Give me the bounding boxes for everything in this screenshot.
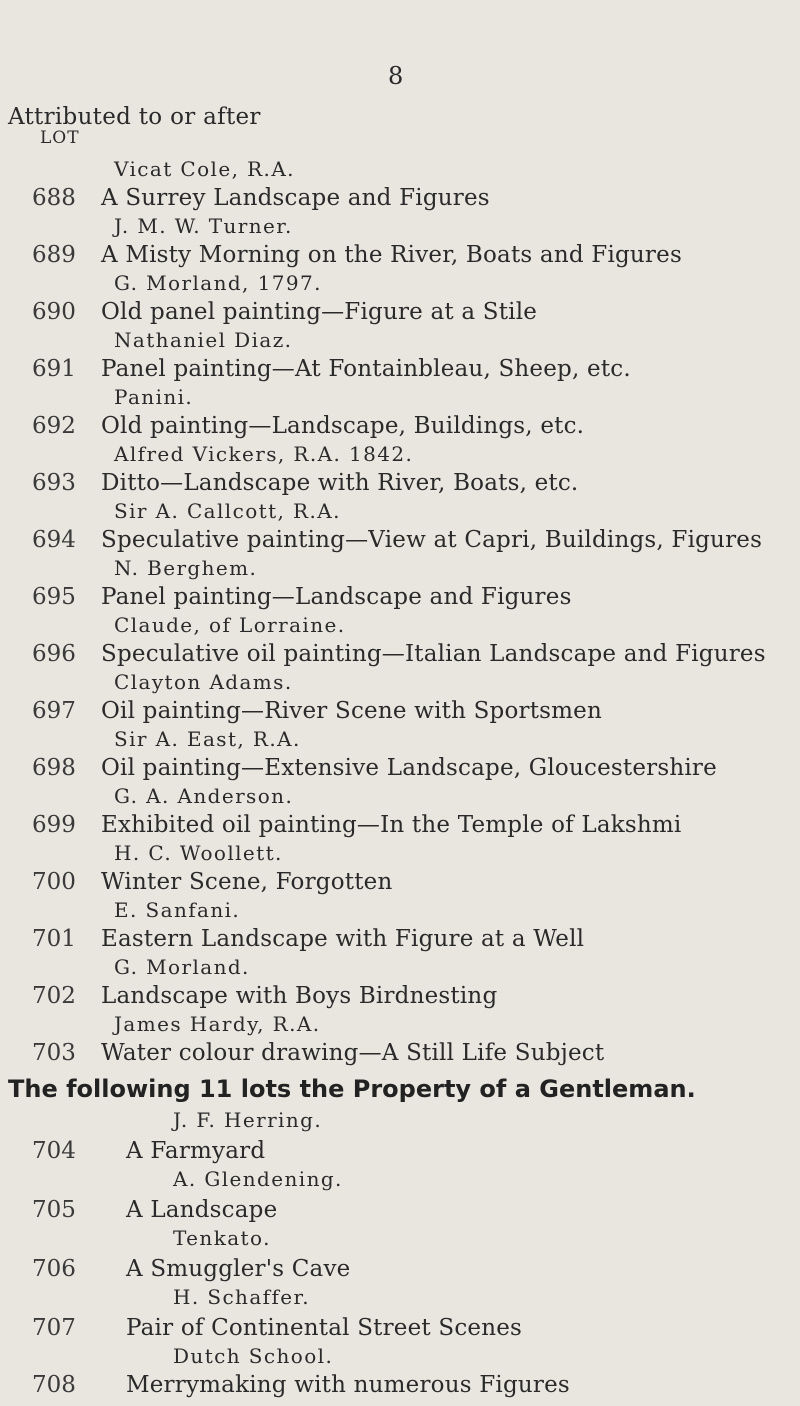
artist-credit: Claude, of Lorraine. xyxy=(114,613,346,637)
artist-credit: G. Morland, 1797. xyxy=(114,271,322,295)
artist-credit: A. Glendening. xyxy=(173,1167,343,1191)
artist-credit: H. Schaffer. xyxy=(173,1285,311,1309)
section-heading: Attributed to or after xyxy=(8,104,261,130)
lot-number: 705 xyxy=(32,1197,76,1223)
lot-number: 701 xyxy=(32,926,76,952)
lot-number: 689 xyxy=(32,242,76,268)
lot-number: 708 xyxy=(32,1372,76,1398)
lot-number: 698 xyxy=(32,755,76,781)
lot-description: Pair of Continental Street Scenes xyxy=(126,1315,523,1341)
lot-description: A Landscape xyxy=(126,1197,278,1223)
artist-credit: J. F. Herring. xyxy=(173,1108,323,1132)
artist-credit: Panini. xyxy=(114,385,194,409)
lot-number: 692 xyxy=(32,413,76,439)
artist-credit: E. Sanfani. xyxy=(114,898,241,922)
lot-description: Speculative painting—View at Capri, Buildings, Figures xyxy=(101,527,763,553)
lot-number: 694 xyxy=(32,527,76,553)
lot-number: 706 xyxy=(32,1256,76,1282)
artist-credit: Clayton Adams. xyxy=(114,670,293,694)
lot-number: 693 xyxy=(32,470,76,496)
artist-credit: Tenkato. xyxy=(173,1226,271,1250)
lot-description: Eastern Landscape with Figure at a Well xyxy=(101,926,585,952)
lot-description: Panel painting—Landscape and Figures xyxy=(101,584,572,610)
artist-credit: G. A. Anderson. xyxy=(114,784,294,808)
lot-number: 702 xyxy=(32,983,76,1009)
lot-number: 691 xyxy=(32,356,76,382)
lot-description: Merrymaking with numerous Figures xyxy=(126,1372,570,1398)
artist-credit: N. Berghem. xyxy=(114,556,258,580)
lot-description: A Misty Morning on the River, Boats and Figures xyxy=(101,242,682,268)
lot-description: Panel painting—At Fontainbleau, Sheep, etc. xyxy=(101,356,631,382)
lot-description: Speculative oil painting—Italian Landscape and Figures xyxy=(101,641,766,667)
lot-number: 690 xyxy=(32,299,76,325)
artist-credit: Dutch School. xyxy=(173,1344,334,1368)
lot-number: 700 xyxy=(32,869,76,895)
lot-description: Old painting—Landscape, Buildings, etc. xyxy=(101,413,585,439)
lot-description: Water colour drawing—A Still Life Subject xyxy=(101,1040,605,1066)
lot-number: 707 xyxy=(32,1315,76,1341)
lot-description: A Surrey Landscape and Figures xyxy=(101,185,490,211)
artist-credit: J. M. W. Turner. xyxy=(114,214,293,238)
artist-credit: Vicat Cole, R.A. xyxy=(114,157,295,181)
artist-credit: Alfred Vickers, R.A. 1842. xyxy=(114,442,414,466)
lot-description: Exhibited oil painting—In the Temple of Lakshmi xyxy=(101,812,682,838)
artist-credit: James Hardy, R.A. xyxy=(114,1012,321,1036)
lot-column-label: LOT xyxy=(40,128,80,148)
lot-number: 696 xyxy=(32,641,76,667)
artist-credit: H. C. Woollett. xyxy=(114,841,283,865)
artist-credit: G. Morland. xyxy=(114,955,250,979)
lot-number: 695 xyxy=(32,584,76,610)
lot-description: Old panel painting—Figure at a Stile xyxy=(101,299,538,325)
artist-credit: Sir A. Callcott, R.A. xyxy=(114,499,341,523)
lot-description: Oil painting—Extensive Landscape, Gloucestershire xyxy=(101,755,717,781)
page-number: 8 xyxy=(388,62,404,90)
section-heading-gentleman: The following 11 lots the Property of a Gentleman. xyxy=(8,1075,696,1103)
lot-description: Oil painting—River Scene with Sportsmen xyxy=(101,698,602,724)
artist-credit: Sir A. East, R.A. xyxy=(114,727,301,751)
lot-number: 697 xyxy=(32,698,76,724)
lot-number: 703 xyxy=(32,1040,76,1066)
lot-number: 704 xyxy=(32,1138,76,1164)
lot-description: Winter Scene, Forgotten xyxy=(101,869,393,895)
lot-description: Ditto—Landscape with River, Boats, etc. xyxy=(101,470,579,496)
artist-credit: Nathaniel Diaz. xyxy=(114,328,293,352)
lot-description: A Smuggler's Cave xyxy=(126,1256,351,1282)
lot-description: A Farmyard xyxy=(126,1138,266,1164)
lot-number: 699 xyxy=(32,812,76,838)
lot-description: Landscape with Boys Birdnesting xyxy=(101,983,498,1009)
lot-number: 688 xyxy=(32,185,76,211)
